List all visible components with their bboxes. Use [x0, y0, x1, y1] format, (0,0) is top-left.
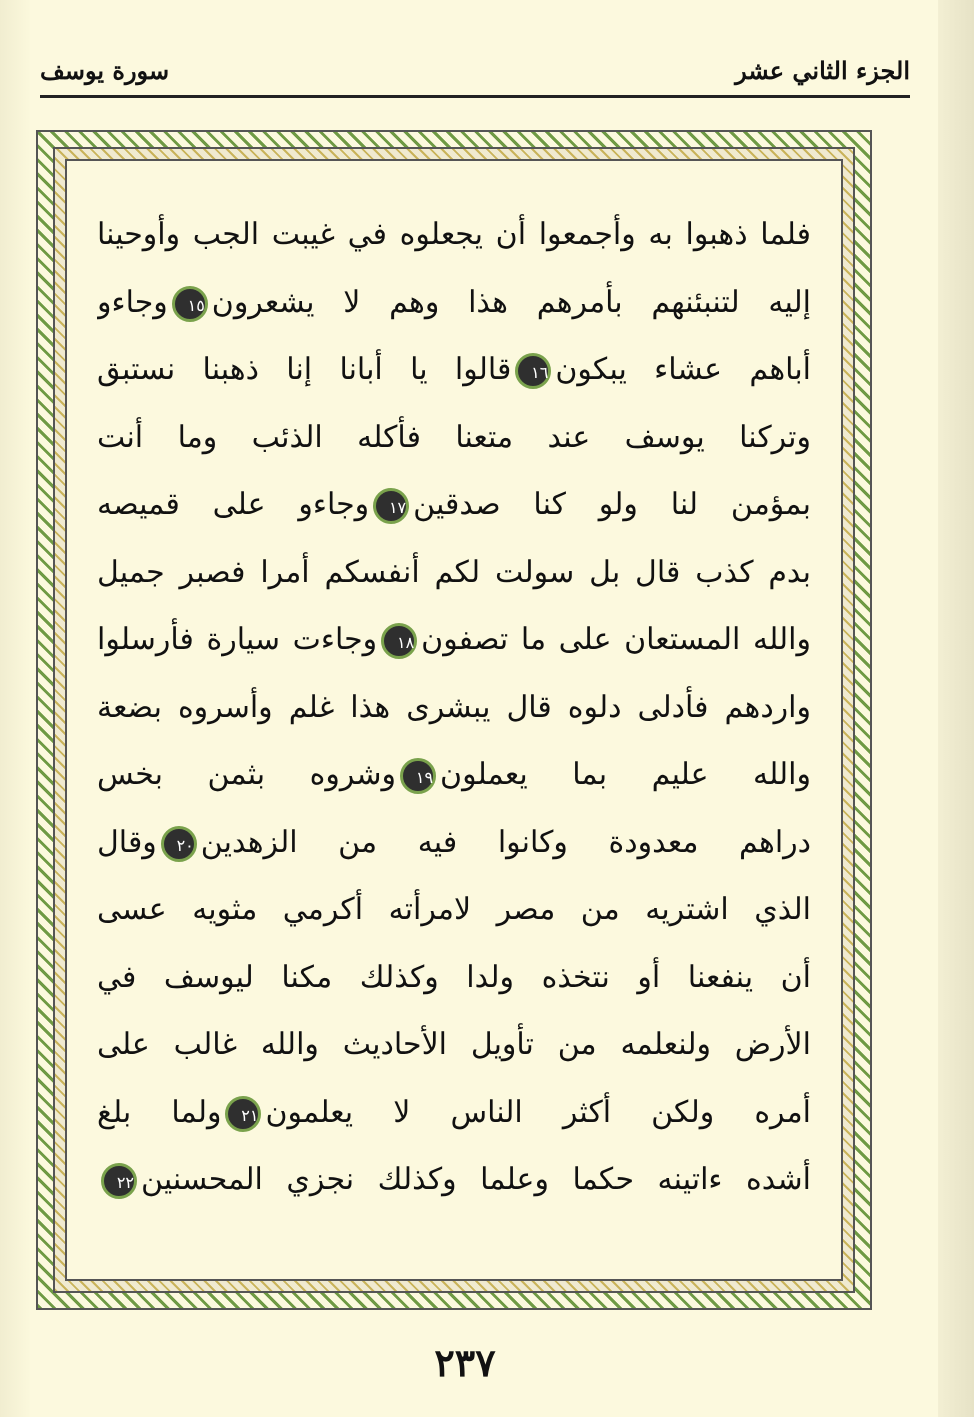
page-left-edge	[0, 0, 30, 1417]
ayah-marker-icon: ١٩	[400, 758, 436, 794]
line-text: دراهم معدودة وكانوا فيه من الزهدين	[200, 824, 811, 860]
ornamental-frame-inner-band	[53, 147, 855, 1293]
line-text: وجاءت سيارة فأرسلوا	[97, 622, 378, 657]
ayah-marker-icon: ١٧	[373, 488, 409, 524]
text-line	[97, 1011, 811, 1079]
text-line	[97, 876, 811, 944]
line-text: فلما ذهبوا به وأجمعوا أن يجعلوه في غيبت الجب وأوحينا	[97, 217, 811, 252]
text-line	[97, 471, 811, 539]
surah-name: سورة يوسف	[40, 56, 170, 85]
text-line	[97, 1079, 811, 1147]
line-text: الأرض ولنعلمه من تأويل الأحاديث والله غالب على	[97, 1027, 811, 1062]
text-line	[97, 404, 811, 472]
text-line	[97, 674, 811, 742]
line-text: ولما بلغ	[97, 1094, 222, 1130]
line-text: وجاءو	[97, 284, 168, 320]
page-right-edge	[938, 0, 974, 1417]
juz-name: الجزء الثاني عشر	[735, 56, 910, 85]
page-number: ٢٣٧	[434, 1340, 496, 1385]
line-text: وقال	[97, 824, 157, 860]
ayah-marker-icon: ٢١	[225, 1096, 261, 1132]
text-line	[97, 809, 811, 877]
text-line	[97, 336, 811, 404]
quran-text	[97, 201, 811, 1214]
line-text: والله المستعان على ما تصفون	[421, 622, 811, 657]
text-line	[97, 741, 811, 809]
ayah-marker-icon: ١٦	[515, 353, 551, 389]
header-rule	[40, 95, 910, 98]
text-panel	[65, 159, 843, 1281]
line-text: أشده ءاتينه حكما وعلما وكذلك نجزي المحسنين	[141, 1162, 811, 1197]
line-text: قالوا يا أبانا إنا ذهبنا نستبق	[97, 352, 512, 387]
text-line	[97, 944, 811, 1012]
ayah-marker-icon: ١٥	[172, 286, 208, 322]
line-text: والله عليم بما يعملون	[440, 757, 811, 792]
line-text: الذي اشتريه من مصر لامرأته أكرمي مثويه عسى	[97, 892, 811, 927]
ayah-marker-icon: ٢٠	[161, 826, 197, 862]
line-text: أن ينفعنا أو نتخذه ولدا وكذلك مكنا ليوسف في	[97, 959, 811, 995]
text-line	[97, 269, 811, 337]
text-line	[97, 539, 811, 607]
line-text: أمره ولكن أكثر الناس لا يعلمون	[265, 1094, 811, 1130]
ayah-marker-icon: ١٨	[381, 623, 417, 659]
line-text: وتركنا يوسف عند متعنا فأكله الذئب وما أنت	[97, 419, 811, 455]
line-text: وشروه بثمن بخس	[97, 757, 397, 792]
text-line	[97, 201, 811, 269]
ayah-marker-icon: ٢٢	[101, 1163, 137, 1199]
line-text: بدم كذب قال بل سولت لكم أنفسكم أمرا فصبر جميل	[97, 554, 811, 590]
text-line	[97, 1146, 811, 1214]
line-text: وجاءو على قميصه	[97, 487, 370, 522]
line-text: إليه لتنبئنهم بأمرهم هذا وهم لا يشعرون	[211, 284, 811, 320]
text-line	[97, 606, 811, 674]
ornamental-frame	[36, 130, 872, 1310]
line-text: واردهم فأدلى دلوه قال يبشرى هذا غلم وأسروه بضعة	[97, 689, 811, 725]
line-text: أباهم عشاء يبكون	[555, 352, 811, 387]
line-text: بمؤمن لنا ولو كنا صدقين	[413, 487, 811, 522]
page-header	[40, 48, 910, 98]
